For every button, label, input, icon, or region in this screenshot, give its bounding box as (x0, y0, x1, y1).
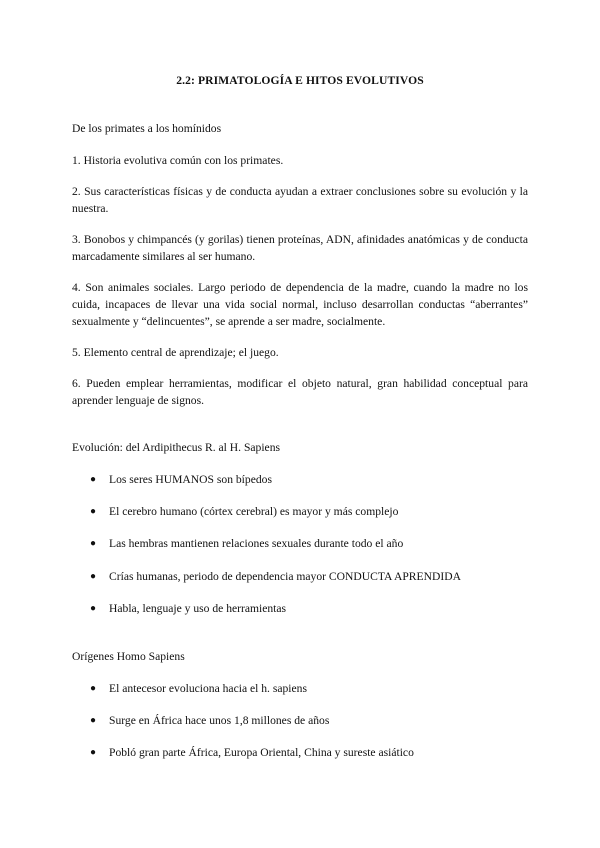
list-item-text: Pobló gran parte África, Europa Oriental, China y sureste asiático (109, 746, 414, 759)
list-item (72, 535, 528, 552)
list-item (72, 503, 528, 520)
bullet-icon: ● (90, 683, 97, 694)
list-item (72, 568, 528, 585)
page-title: 2.2: PRIMATOLOGÍA E HITOS EVOLUTIVOS (176, 74, 424, 87)
paragraph-item-5: 5. Elemento central de aprendizaje; el juego. (72, 346, 279, 359)
list-item (72, 471, 528, 488)
list-item-text: Crías humanas, periodo de dependencia mayor CONDUCTA APRENDIDA (109, 570, 461, 583)
section-heading-primates: De los primates a los homínidos (72, 122, 222, 135)
bullet-icon: ● (90, 506, 97, 517)
paragraph-item-4: 4. Son animales sociales. Largo periodo de dependencia de la madre, cuando la madre no los cuida, incapaces de llevar una vida social normal, incluso desarrollan conductas “aberrantes” sexualmente y “delincuentes”, se aprende a ser madre, socialmente. (72, 281, 528, 328)
list-item-text: El cerebro humano (córtex cerebral) es mayor y más complejo (109, 505, 399, 518)
list-item-text: Las hembras mantienen relaciones sexuales durante todo el año (109, 537, 404, 550)
list-item (72, 600, 528, 617)
paragraph-item-6: 6. Pueden emplear herramientas, modificar el objeto natural, gran habilidad conceptual para aprender lenguaje de signos. (72, 377, 528, 407)
bullet-icon: ● (90, 747, 97, 758)
paragraph-item-1: 1. Historia evolutiva común con los primates. (72, 154, 284, 167)
list-item-text: Surge en África hace unos 1,8 millones de años (109, 714, 330, 727)
bullet-icon: ● (90, 538, 97, 549)
bullet-icon: ● (90, 603, 97, 614)
list-item-text: Los seres HUMANOS son bípedos (109, 473, 272, 486)
paragraph-item-2: 2. Sus características físicas y de conducta ayudan a extraer conclusiones sobre su evolución y la nuestra. (72, 185, 528, 215)
list-item (72, 712, 528, 729)
bullet-icon: ● (90, 474, 97, 485)
list-item (72, 680, 528, 697)
bullet-icon: ● (90, 715, 97, 726)
bullet-icon: ● (90, 571, 97, 582)
section-heading-evolucion: Evolución: del Ardipithecus R. al H. Sapiens (72, 441, 281, 454)
section-heading-origenes: Orígenes Homo Sapiens (72, 650, 185, 663)
list-item (72, 744, 528, 761)
list-item-text: Habla, lenguaje y uso de herramientas (109, 602, 287, 615)
list-item-text: El antecesor evoluciona hacia el h. sapiens (109, 682, 307, 695)
paragraph-item-3: 3. Bonobos y chimpancés (y gorilas) tienen proteínas, ADN, afinidades anatómicas y de conducta marcadamente similares al ser humano. (72, 233, 528, 263)
